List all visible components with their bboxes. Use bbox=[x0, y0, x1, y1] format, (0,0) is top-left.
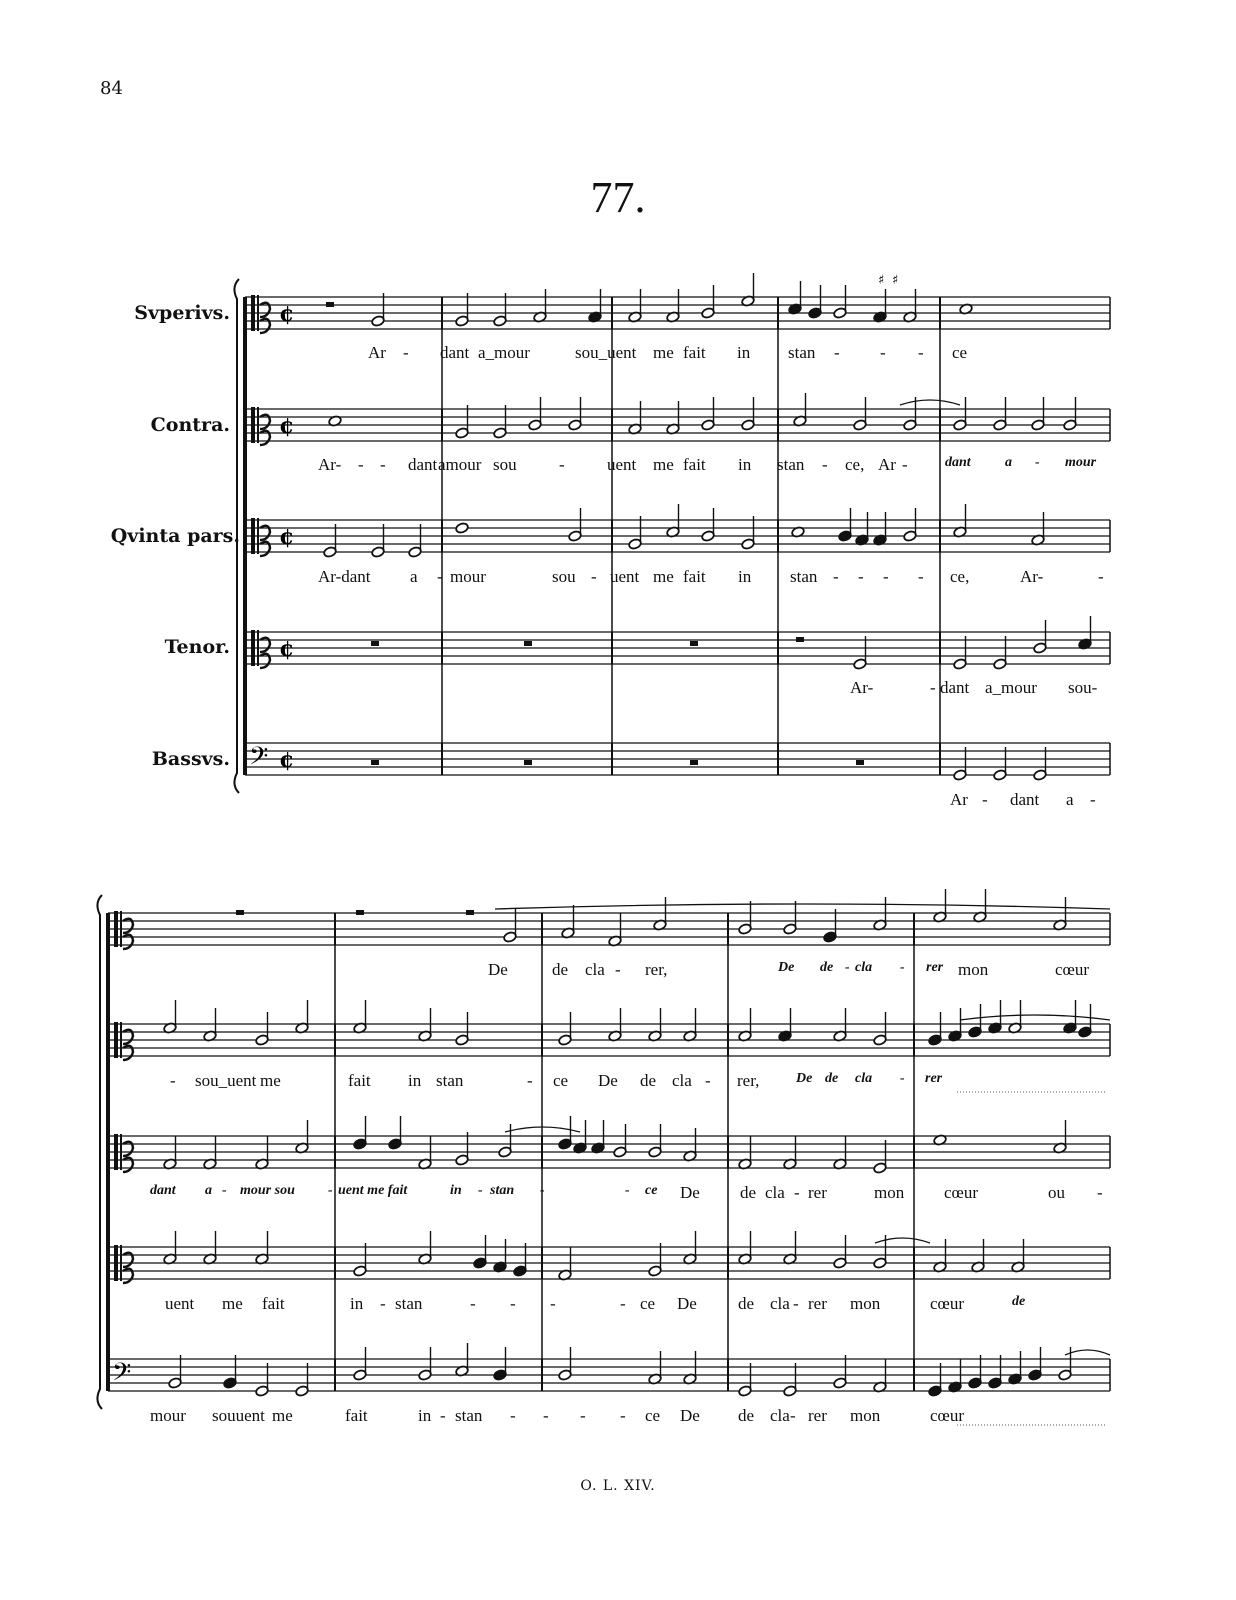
lyric-syllable: - bbox=[880, 343, 886, 362]
lyric-syllable: mour bbox=[1065, 455, 1097, 470]
lyric-syllable: uent bbox=[610, 567, 640, 586]
lyric-syllable: - bbox=[1097, 1183, 1103, 1202]
voice-label-contra: Contra. bbox=[150, 414, 230, 436]
sharp-icon: ♯ bbox=[892, 273, 899, 288]
lyric-syllable: De bbox=[778, 960, 795, 975]
lyric-syllable: - bbox=[380, 455, 386, 474]
lyric-syllable: Ar- bbox=[1020, 567, 1044, 586]
lyric-syllable: - bbox=[615, 960, 621, 979]
time-signature-icon: ¢ bbox=[279, 747, 295, 773]
lyric-syllable: a_mour bbox=[985, 678, 1037, 697]
lyric-syllable: ce bbox=[645, 1183, 658, 1198]
lyric-syllable: mour bbox=[450, 567, 486, 586]
lyric-syllable: - bbox=[510, 1294, 516, 1313]
rest-icon bbox=[371, 760, 379, 765]
lyric-syllable: sou- bbox=[1068, 678, 1098, 697]
c-clef-icon bbox=[257, 295, 259, 331]
voice-label-tenor: Tenor. bbox=[164, 636, 230, 658]
lyric-syllable: fait bbox=[262, 1294, 285, 1313]
lyric-syllable: me bbox=[653, 567, 674, 586]
lyric-syllable: souuent bbox=[212, 1406, 265, 1425]
lyric-syllable: ce bbox=[952, 343, 968, 362]
lyric-syllable: ou bbox=[1048, 1183, 1065, 1202]
lyric-syllable: - bbox=[918, 343, 924, 362]
lyric-syllable: cœur bbox=[930, 1294, 964, 1313]
lyric-syllable: ce bbox=[645, 1406, 661, 1425]
lyric-syllable: uent bbox=[165, 1294, 195, 1313]
lyric-syllable: a bbox=[205, 1183, 212, 1198]
bass-clef-icon: 𝄢 bbox=[112, 1358, 132, 1393]
voice-label-bassus: Bassvs. bbox=[151, 748, 230, 770]
lyric-syllable: De bbox=[680, 1406, 700, 1425]
lyric-syllable: - bbox=[620, 1294, 626, 1313]
c-clef-icon bbox=[120, 1022, 122, 1058]
lyric-syllable: in bbox=[737, 343, 751, 362]
lyric-syllable: De bbox=[677, 1294, 697, 1313]
lyric-syllable: dant bbox=[945, 455, 971, 470]
lyric-syllable: stan bbox=[455, 1406, 483, 1425]
rest-icon bbox=[371, 641, 379, 646]
lyric-syllable: - bbox=[403, 343, 409, 362]
c-clef-icon bbox=[257, 630, 259, 666]
note-head-icon bbox=[455, 522, 469, 534]
lyric-syllable: stan bbox=[490, 1183, 515, 1198]
lyric-syllable: a bbox=[410, 567, 418, 586]
lyric-syllable: stan bbox=[788, 343, 816, 362]
lyric-syllable: - bbox=[559, 455, 565, 474]
lyric-syllable: - bbox=[470, 1294, 476, 1313]
lyric-syllable: uent bbox=[607, 455, 637, 474]
lyric-syllable: ce, bbox=[845, 455, 865, 474]
lyric-syllable: - bbox=[620, 1406, 626, 1425]
c-clef-icon bbox=[251, 518, 255, 554]
rest-icon bbox=[236, 910, 244, 915]
lyric-syllable: de bbox=[738, 1406, 755, 1425]
time-signature-icon: ¢ bbox=[279, 413, 295, 439]
lyric-syllable: in bbox=[450, 1183, 462, 1198]
lyric-syllable: dant bbox=[1010, 790, 1040, 809]
lyric-syllable: sou bbox=[552, 567, 576, 586]
lyric-syllable: De bbox=[796, 1071, 813, 1086]
lyric-syllable: cœur bbox=[930, 1406, 964, 1425]
lyric-syllable: fait bbox=[348, 1071, 371, 1090]
lyric-syllable: - bbox=[900, 1071, 905, 1086]
rest-icon bbox=[524, 641, 532, 646]
lyric-syllable: me bbox=[653, 343, 674, 362]
lyric-syllable: - bbox=[1035, 455, 1040, 470]
system-bracket bbox=[97, 895, 102, 1409]
lyric-syllable: - bbox=[794, 1183, 800, 1202]
lyric-syllable: - bbox=[883, 567, 889, 586]
lyric-syllable: - bbox=[437, 567, 443, 586]
lyric-syllable: - bbox=[510, 1406, 516, 1425]
tie-icon bbox=[875, 1238, 930, 1243]
lyric-syllable: rer bbox=[925, 1071, 943, 1086]
lyric-syllable: - bbox=[834, 343, 840, 362]
lyric-syllable: cœur bbox=[1055, 960, 1089, 979]
lyric-syllable: de bbox=[740, 1183, 757, 1202]
c-clef-icon bbox=[251, 295, 255, 331]
rest-icon bbox=[856, 760, 864, 765]
voice-label-superius: Svperivs. bbox=[134, 302, 230, 324]
lyric-syllable: mon bbox=[874, 1183, 905, 1202]
lyric-syllable: mon bbox=[850, 1406, 881, 1425]
lyric-syllable: in bbox=[738, 455, 752, 474]
lyric-syllable: rer bbox=[926, 960, 944, 975]
lyric-syllable: in bbox=[408, 1071, 422, 1090]
lyric-syllable: rer bbox=[808, 1294, 827, 1313]
lyric-syllable: - bbox=[543, 1406, 549, 1425]
lyric-syllable: - bbox=[540, 1183, 545, 1198]
lyric-syllable: amour bbox=[438, 455, 482, 474]
lyric-syllable: cla bbox=[585, 960, 605, 979]
lyric-syllable: - bbox=[591, 567, 597, 586]
c-clef-icon bbox=[114, 911, 118, 947]
lyric-syllable: de bbox=[1012, 1294, 1026, 1309]
lyric-syllable: fait bbox=[345, 1406, 368, 1425]
lyric-syllable: rer, bbox=[737, 1071, 760, 1090]
lyric-syllable: fait bbox=[683, 567, 706, 586]
lyric-syllable: - bbox=[793, 1294, 799, 1313]
lyric-syllable: sou bbox=[493, 455, 517, 474]
rest-icon bbox=[466, 910, 474, 915]
lyric-syllable: - bbox=[822, 455, 828, 474]
lyric-syllable: - bbox=[527, 1071, 533, 1090]
lyric-syllable: de bbox=[640, 1071, 657, 1090]
time-signature-icon: ¢ bbox=[279, 636, 295, 662]
lyric-syllable: - bbox=[790, 1406, 796, 1425]
tie-icon bbox=[495, 904, 1110, 909]
lyric-syllable: - bbox=[918, 567, 924, 586]
lyric-syllable: rer bbox=[808, 1406, 827, 1425]
lyric-syllable: de bbox=[825, 1071, 839, 1086]
c-clef-icon bbox=[251, 407, 255, 443]
lyric-syllable: cla bbox=[672, 1071, 692, 1090]
lyric-syllable: stan bbox=[436, 1071, 464, 1090]
lyric-syllable: - bbox=[705, 1071, 711, 1090]
rest-icon bbox=[326, 302, 334, 307]
lyric-syllable: a bbox=[1005, 455, 1012, 470]
c-clef-icon bbox=[251, 630, 255, 666]
lyric-syllable: De bbox=[488, 960, 508, 979]
time-signature-icon: ¢ bbox=[279, 301, 295, 327]
lyric-syllable: - bbox=[982, 790, 988, 809]
lyric-syllable: - bbox=[625, 1183, 630, 1198]
system-bracket bbox=[234, 279, 239, 793]
lyric-syllable: - bbox=[222, 1183, 227, 1198]
lyric-syllable: - bbox=[328, 1183, 333, 1198]
lyric-syllable: De bbox=[680, 1183, 700, 1202]
lyric-syllable: dant bbox=[150, 1183, 176, 1198]
lyric-syllable: - bbox=[550, 1294, 556, 1313]
rest-icon bbox=[796, 637, 804, 642]
lyric-syllable: stan bbox=[790, 567, 818, 586]
c-clef-icon bbox=[257, 518, 259, 554]
lyric-syllable: - bbox=[1090, 790, 1096, 809]
tie-icon bbox=[960, 1015, 1110, 1020]
voice-label-quinta: Qvinta pars. bbox=[110, 525, 240, 547]
rest-icon bbox=[524, 760, 532, 765]
lyric-syllable: cœur bbox=[944, 1183, 978, 1202]
lyric-syllable: Ar- bbox=[850, 678, 874, 697]
lyric-syllable: a_mour bbox=[478, 343, 530, 362]
c-clef-icon bbox=[114, 1245, 118, 1281]
lyric-syllable: cla bbox=[770, 1406, 790, 1425]
lyric-syllable: - bbox=[170, 1071, 176, 1090]
lyric-syllable: - bbox=[845, 960, 850, 975]
lyric-syllable: - bbox=[380, 1294, 386, 1313]
lyric-syllable: mon bbox=[958, 960, 989, 979]
bass-clef-icon: 𝄢 bbox=[249, 742, 269, 777]
lyric-syllable: - bbox=[902, 455, 908, 474]
lyric-syllable: cla bbox=[855, 1071, 873, 1086]
sharp-icon: ♯ bbox=[878, 273, 885, 288]
c-clef-icon bbox=[257, 407, 259, 443]
lyric-syllable: mour bbox=[150, 1406, 186, 1425]
lyric-syllable: - bbox=[930, 678, 936, 697]
lyric-syllable: stan bbox=[395, 1294, 423, 1313]
lyric-syllable: Ar-dant bbox=[318, 567, 371, 586]
lyric-syllable: me bbox=[272, 1406, 293, 1425]
tie-icon bbox=[900, 400, 960, 405]
lyric-syllable: fait bbox=[683, 343, 706, 362]
lyric-syllable: - bbox=[1098, 567, 1104, 586]
c-clef-icon bbox=[114, 1134, 118, 1170]
lyric-syllable: cla bbox=[855, 960, 873, 975]
lyric-syllable: De bbox=[598, 1071, 618, 1090]
piece-number: 77. bbox=[590, 173, 646, 222]
lyric-syllable: cla bbox=[770, 1294, 790, 1313]
lyric-syllable: - bbox=[580, 1406, 586, 1425]
lyric-syllable: - bbox=[858, 567, 864, 586]
page-number: 84 bbox=[100, 78, 123, 99]
c-clef-icon bbox=[120, 1134, 122, 1170]
lyric-syllable: de bbox=[738, 1294, 755, 1313]
lyric-syllable: mon bbox=[850, 1294, 881, 1313]
lyric-syllable: dant bbox=[408, 455, 438, 474]
lyric-syllable: - bbox=[478, 1183, 483, 1198]
rest-icon bbox=[356, 910, 364, 915]
lyric-syllable: de bbox=[552, 960, 569, 979]
lyric-syllable: rer bbox=[808, 1183, 827, 1202]
footer-signature: O. L. XIV. bbox=[580, 1478, 656, 1494]
lyric-syllable: in bbox=[350, 1294, 364, 1313]
lyric-syllable: Ar bbox=[878, 455, 896, 474]
lyric-syllable: Ar bbox=[368, 343, 386, 362]
lyric-syllable: Ar- bbox=[318, 455, 342, 474]
lyric-syllable: cla bbox=[765, 1183, 785, 1202]
tie-icon bbox=[1065, 1350, 1110, 1355]
c-clef-icon bbox=[120, 911, 122, 947]
lyric-syllable: ce bbox=[640, 1294, 656, 1313]
lyric-syllable: sou_uent bbox=[195, 1071, 257, 1090]
lyric-syllable: - bbox=[833, 567, 839, 586]
lyric-syllable: me bbox=[653, 455, 674, 474]
lyric-syllable: ce, bbox=[950, 567, 970, 586]
rest-icon bbox=[690, 641, 698, 646]
rest-icon bbox=[690, 760, 698, 765]
lyric-syllable: mour sou bbox=[240, 1183, 295, 1198]
lyric-syllable: a bbox=[1066, 790, 1074, 809]
c-clef-icon bbox=[114, 1022, 118, 1058]
lyric-syllable: in bbox=[738, 567, 752, 586]
time-signature-icon: ¢ bbox=[279, 524, 295, 550]
lyric-syllable: me bbox=[260, 1071, 281, 1090]
lyric-syllable: stan bbox=[777, 455, 805, 474]
lyric-syllable: dant bbox=[440, 343, 470, 362]
lyric-syllable: - bbox=[900, 960, 905, 975]
lyric-syllable: ce bbox=[553, 1071, 569, 1090]
lyric-syllable: uent me fait bbox=[338, 1183, 408, 1198]
c-clef-icon bbox=[120, 1245, 122, 1281]
lyric-syllable: in bbox=[418, 1406, 432, 1425]
lyric-syllable: fait bbox=[683, 455, 706, 474]
lyric-syllable: Ar bbox=[950, 790, 968, 809]
lyric-syllable: - bbox=[440, 1406, 446, 1425]
lyric-syllable: sou_uent bbox=[575, 343, 637, 362]
lyric-syllable: dant bbox=[940, 678, 970, 697]
lyric-syllable: - bbox=[358, 455, 364, 474]
lyric-syllable: de bbox=[820, 960, 834, 975]
lyric-syllable: rer, bbox=[645, 960, 668, 979]
lyric-syllable: me bbox=[222, 1294, 243, 1313]
